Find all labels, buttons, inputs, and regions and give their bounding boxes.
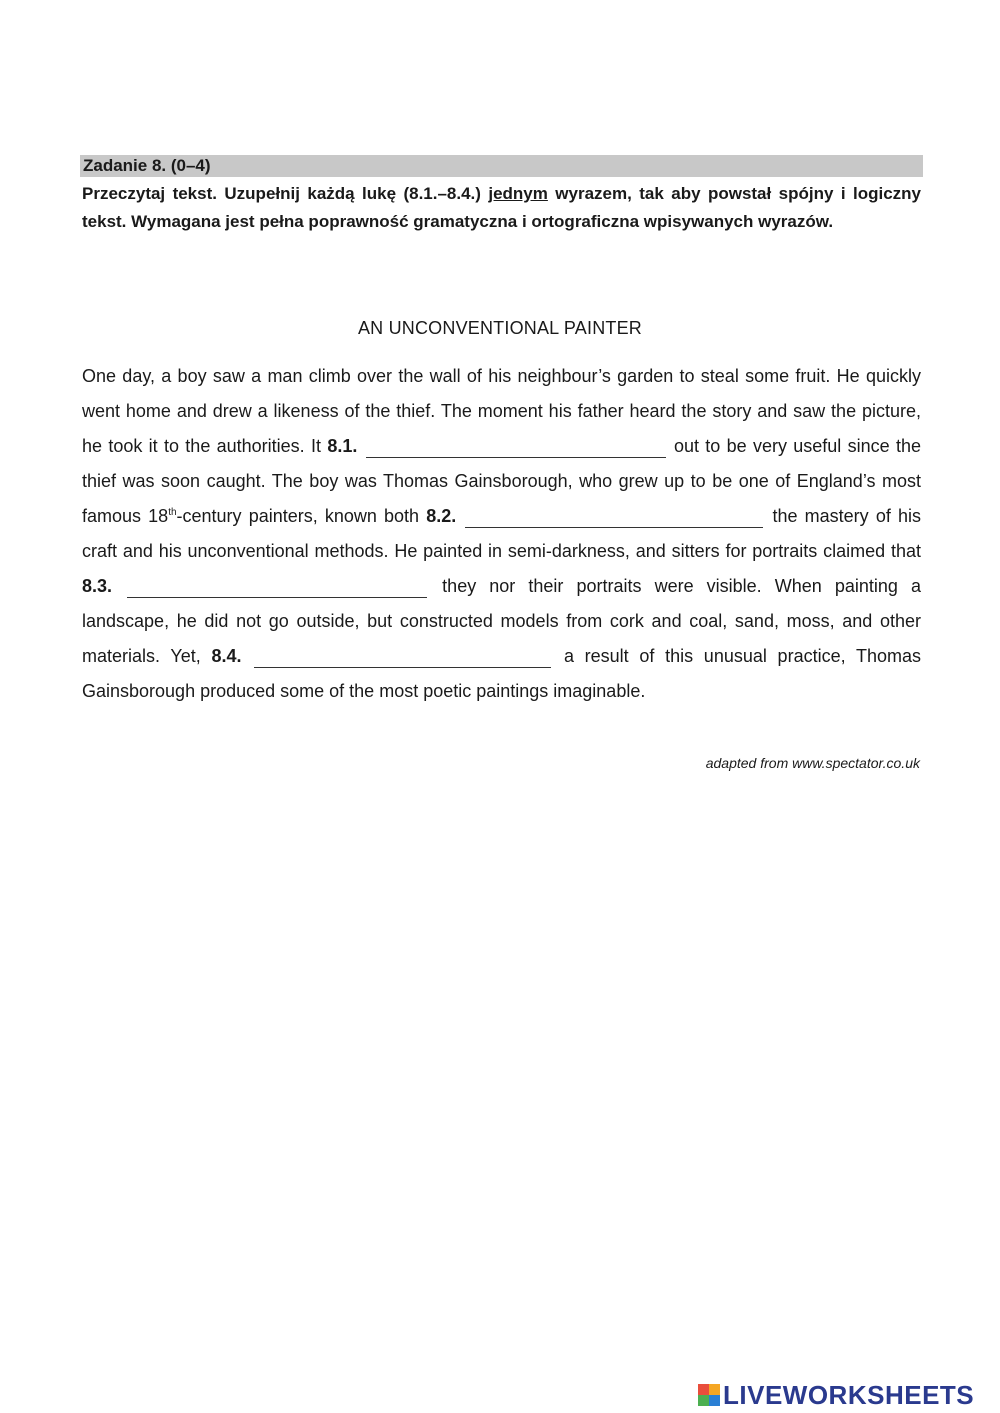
- gap-label-8-3: 8.3.: [82, 576, 113, 596]
- liveworksheets-logo[interactable]: [698, 1380, 974, 1410]
- gap-input-8-2[interactable]: [465, 507, 763, 528]
- logo-icon-square: [698, 1395, 709, 1406]
- task-title: Zadanie 8. (0–4): [83, 156, 211, 175]
- text-segment-4: the mastery of his craft and his unconventional methods. He painted in semi-darkness, and sitters for portraits claimed that: [82, 506, 921, 561]
- gap-label-8-1: 8.1.: [327, 436, 358, 456]
- logo-icon-square: [709, 1395, 720, 1406]
- logo-text: LIVEWORKSHEETS: [723, 1379, 975, 1410]
- logo-icon-square: [709, 1384, 720, 1395]
- text-segment-5: they nor their portraits were visible. When painting a landscape, he did not go outside, but constructed models from cork and coal, sand, moss, and other materials. Yet,: [82, 576, 921, 666]
- task-instructions: [82, 180, 921, 236]
- text-segment-3: -century painters, known both: [176, 506, 427, 526]
- gap-input-8-1[interactable]: [366, 437, 666, 458]
- text-segment-6: a result of this unusual practice, Thomas Gainsborough produced some of the most poetic paintings imaginable.: [82, 646, 921, 701]
- gap-label-8-4: 8.4.: [211, 646, 242, 666]
- logo-icon-square: [698, 1384, 709, 1395]
- instructions-text-continued: wyrazem, tak aby powstał spójny i logiczny tekst. Wymagana jest pełna poprawność gramatyczna i ortograficzna wpisywanych wyrazów.: [82, 184, 921, 231]
- article-title: AN UNCONVENTIONAL PAINTER: [357, 318, 643, 338]
- gap-input-8-4[interactable]: [254, 647, 551, 668]
- source-attribution: adapted from www.spectator.co.uk: [705, 755, 920, 771]
- article-body: [82, 359, 921, 709]
- instructions-text: Przeczytaj tekst. Uzupełnij każdą lukę (8.1.–8.4.): [82, 184, 489, 203]
- text-segment-2: out to be very useful since the thief was soon caught. The boy was Thomas Gainsborough, who grew up to be one of England’s most famous 18: [82, 436, 921, 526]
- text-segment-1: One day, a boy saw a man climb over the wall of his neighbour’s garden to steal some fruit. He quickly went home and drew a likeness of the thief. The moment his father heard the story and saw the picture, he took it to the authorities. It: [82, 366, 921, 456]
- task-header: [80, 155, 923, 177]
- gap-input-8-3[interactable]: [127, 577, 427, 598]
- gap-label-8-2: 8.2.: [426, 506, 457, 526]
- instructions-underlined-word: jednym: [488, 184, 548, 203]
- article-paragraph: [82, 359, 921, 709]
- liveworksheets-logo-icon: [698, 1384, 720, 1406]
- superscript-th: th: [168, 507, 177, 518]
